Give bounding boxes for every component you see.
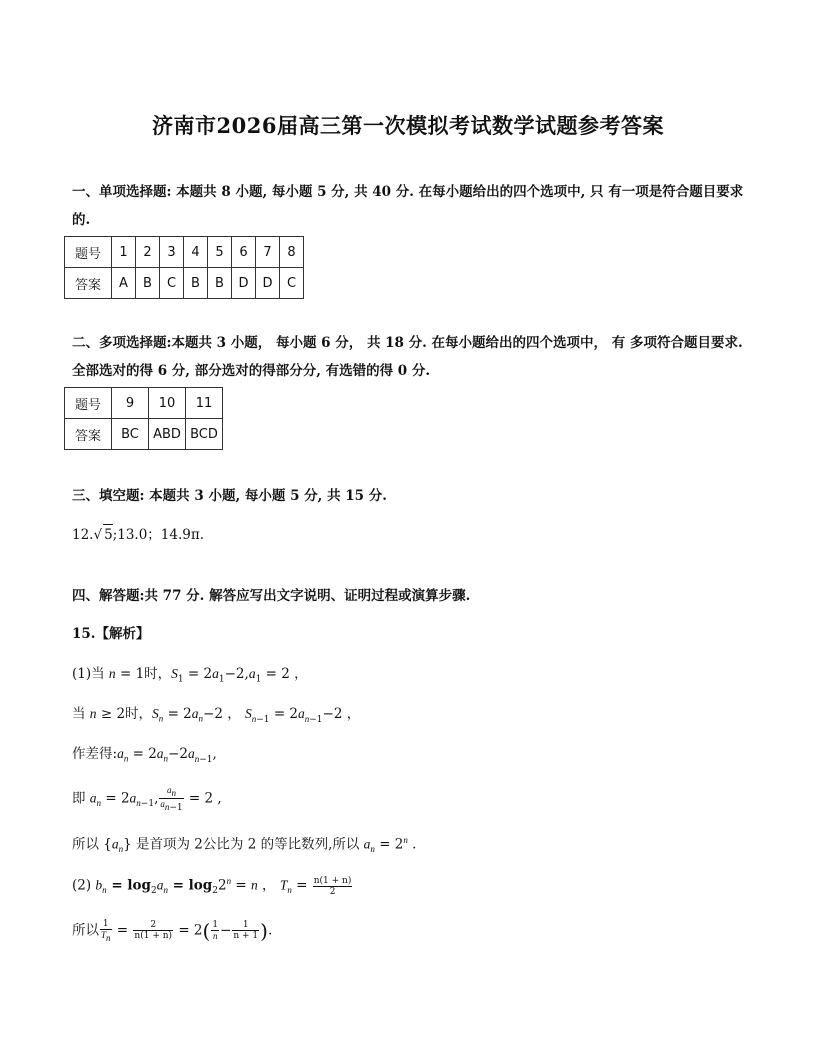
section-1-heading: 一、单项选择题: 本题共 8 小题, 每小题 5 分, 共 40 分. 在每小题给出的四个选项中, 只 有一项是符合题目要求的. [72,184,744,228]
solution-line: (1)当 n = 1时，$S_1 = 2a_1-2,a_1 = 2$ ， [72,666,308,685]
solution-line: 所以 $\{a_n\}$ 是首项为 2公比为 2 的等比数列,所以 $a_n = 2^n$ . [72,835,417,855]
question-number: 1 [112,237,136,268]
solution-line: (2) $b_n = \log_2a_n = \log_22^n = n$ ， $T_n$ = $\frac{n(1 + n)}{2}$ [72,875,352,897]
question-number: 6 [232,237,256,268]
answer-cell: C [160,268,184,299]
solution-line: 当 n ≥ 2时，$S_n = 2a_n-2$ ， $S_{n-1} = 2a_{n-1}-2$ ， [72,706,361,725]
row-label-question: 题号 [65,388,112,419]
row-label-answer: 答案 [65,419,112,450]
question-number: 11 [186,388,223,419]
section-3-heading: 三、填空题: 本题共 3 小题, 每小题 5 分, 共 15 分. [72,488,387,504]
answer-cell: A [112,268,136,299]
question-number: 4 [184,237,208,268]
answer-cell: D [232,268,256,299]
answer-cell: BC [112,419,149,450]
fill-in-answers: 12.√ 5;13.0；14.9π. [72,524,204,545]
answer-cell: B [136,268,160,299]
question-number: 7 [256,237,280,268]
row-label-answer: 答案 [65,268,112,299]
question-number: 9 [112,388,149,419]
solution-line: 所以 $\frac{1}{T_n}$ = $\frac{2}{n(1 + n)}$ = 2( $\frac{1}{n}$ − $\frac{1}{n + 1}$ ). [72,918,273,943]
solution-line: 作差得$:a_n = 2a_n-2a_{n-1}$, [72,746,217,765]
answer-cell: B [184,268,208,299]
question-15-label: 15.【解析】 [72,626,150,642]
table-row [65,419,223,450]
answer-cell: BCD [186,419,223,450]
section-2-heading: 二、多项选择题:本题共 3 小题， 每小题 6 分， 共 18 分. 在每小题给出的四个选项中， 有 多项符合题目要求. 全部选对的得 6 分, 部分选对的得部分分, 有选错的得 0 分. [72,335,743,379]
question-number: 3 [160,237,184,268]
section-4-heading: 四、解答题:共 77 分. 解答应写出文字说明、证明过程或演算步骤. [72,588,471,604]
question-number: 10 [149,388,186,419]
answer-cell: C [280,268,304,299]
question-number: 2 [136,237,160,268]
answer-cell: D [256,268,280,299]
question-number: 5 [208,237,232,268]
answer-cell: ABD [149,419,186,450]
table-row [65,388,223,419]
table-row [65,237,304,268]
answer-cell: B [208,268,232,299]
answer-table-2 [64,387,223,450]
question-number: 8 [280,237,304,268]
answer-table-1 [64,236,304,299]
solution-line: 即 $a_n = 2a_{n-1}$, $\frac{a_n}{a_{n-1}}$ = 2 , [72,785,222,813]
row-label-question: 题号 [65,237,112,268]
page-title: 济南市2026届高三第一次模拟考试数学试题参考答案 [152,113,664,138]
table-row [65,268,304,299]
